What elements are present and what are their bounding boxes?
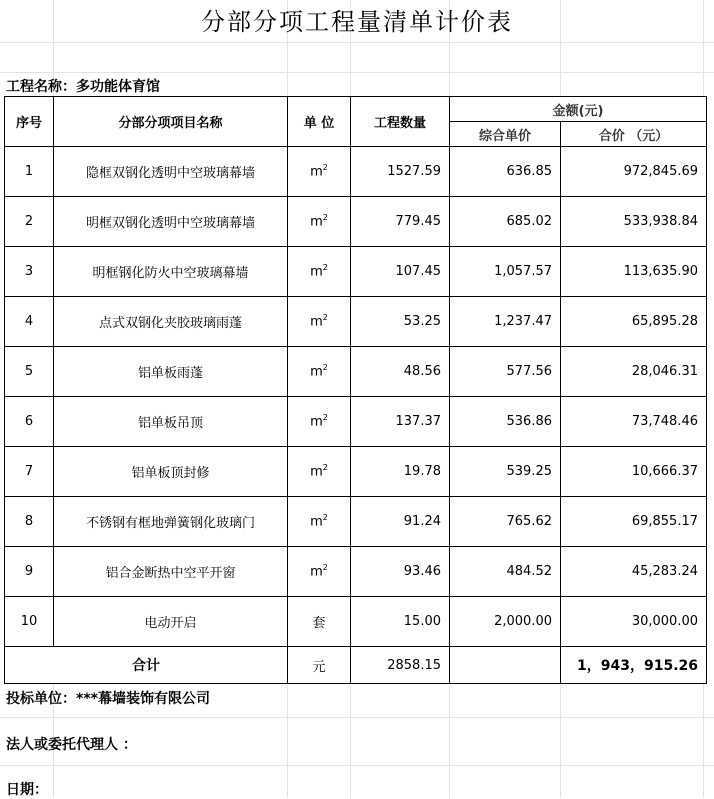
row-item-name: 铝合金断热中空平开窗 xyxy=(54,547,288,597)
table-row xyxy=(5,497,707,547)
row-no: 10 xyxy=(5,597,54,647)
row-quantity: 53.25 xyxy=(351,297,450,347)
row-quantity: 137.37 xyxy=(351,397,450,447)
row-unit xyxy=(288,147,351,197)
row-unit-price: 536.86 xyxy=(450,397,561,447)
row-total-price: 972,845.69 xyxy=(561,147,707,197)
row-item-name: 明框钢化防火中空玻璃幕墙 xyxy=(54,247,288,297)
unit-text: m xyxy=(310,214,323,230)
agent-line: 法人或委托代理人 ： xyxy=(6,737,137,753)
row-item-name: 电动开启 xyxy=(54,597,288,647)
unit-text: m xyxy=(310,314,323,330)
table-row xyxy=(5,197,707,247)
row-unit-price: 685.02 xyxy=(450,197,561,247)
row-quantity: 779.45 xyxy=(351,197,450,247)
row-item-name: 隐框双钢化透明中空玻璃幕墙 xyxy=(54,147,288,197)
unit-superscript: 2 xyxy=(322,463,328,473)
row-item-name: 点式双钢化夹胶玻璃雨蓬 xyxy=(54,297,288,347)
row-item-name: 铝单板雨蓬 xyxy=(54,347,288,397)
table-row xyxy=(5,597,707,647)
row-unit-price: 484.52 xyxy=(450,547,561,597)
row-unit-price: 636.85 xyxy=(450,147,561,197)
table-row xyxy=(5,547,707,597)
row-total-price: 69,855.17 xyxy=(561,497,707,547)
header-item-name: 分部分项项目名称 xyxy=(54,97,288,147)
row-no: 8 xyxy=(5,497,54,547)
row-total-price: 10,666.37 xyxy=(561,447,707,497)
row-total-price: 73,748.46 xyxy=(561,397,707,447)
row-no: 5 xyxy=(5,347,54,397)
row-no: 2 xyxy=(5,197,54,247)
unit-superscript: 2 xyxy=(322,263,328,273)
row-total-price: 533,938.84 xyxy=(561,197,707,247)
row-no: 3 xyxy=(5,247,54,297)
row-unit-price: 577.56 xyxy=(450,347,561,397)
row-no: 1 xyxy=(5,147,54,197)
row-unit xyxy=(288,597,351,647)
row-no: 9 xyxy=(5,547,54,597)
gridline xyxy=(0,42,714,43)
row-quantity: 1527.59 xyxy=(351,147,450,197)
row-unit-price: 765.62 xyxy=(450,497,561,547)
row-unit-price: 539.25 xyxy=(450,447,561,497)
header-total-price: 合价 （元） xyxy=(561,122,707,147)
row-unit xyxy=(288,547,351,597)
unit-text: m xyxy=(310,414,323,430)
row-quantity: 93.46 xyxy=(351,547,450,597)
row-quantity: 107.45 xyxy=(351,247,450,297)
row-total-price: 28,046.31 xyxy=(561,347,707,397)
row-item-name: 不锈钢有框地弹簧钢化玻璃门 xyxy=(54,497,288,547)
table-row xyxy=(5,447,707,497)
unit-text: m xyxy=(310,464,323,480)
row-quantity: 48.56 xyxy=(351,347,450,397)
row-unit-price: 1,057.57 xyxy=(450,247,561,297)
row-total-price: 113,635.90 xyxy=(561,247,707,297)
row-item-name: 铝单板吊顶 xyxy=(54,397,288,447)
total-label: 合计 xyxy=(5,647,288,684)
unit-superscript: 2 xyxy=(322,163,328,173)
unit-superscript: 2 xyxy=(322,563,328,573)
table-header-row xyxy=(5,97,707,122)
row-unit xyxy=(288,447,351,497)
table-total-row xyxy=(5,647,707,684)
gridline xyxy=(0,717,714,718)
unit-text: m xyxy=(310,564,323,580)
row-unit-price: 2,000.00 xyxy=(450,597,561,647)
table-row xyxy=(5,397,707,447)
header-unit-price: 综合单价 xyxy=(450,122,561,147)
row-unit xyxy=(288,397,351,447)
bidder-line xyxy=(6,688,210,708)
page-title: 分部分项工程量清单计价表 xyxy=(201,8,513,36)
gridline xyxy=(0,72,714,73)
gridline xyxy=(0,765,714,766)
header-unit: 单 位 xyxy=(288,97,351,147)
row-unit-price: 1,237.47 xyxy=(450,297,561,347)
row-quantity: 91.24 xyxy=(351,497,450,547)
row-quantity: 19.78 xyxy=(351,447,450,497)
unit-text: 套 xyxy=(312,616,326,631)
row-quantity: 15.00 xyxy=(351,597,450,647)
table-row xyxy=(5,347,707,397)
unit-text: m xyxy=(310,514,323,530)
unit-superscript: 2 xyxy=(322,363,328,373)
total-quantity: 2858.15 xyxy=(351,647,450,684)
unit-text: m xyxy=(310,264,323,280)
row-unit xyxy=(288,297,351,347)
row-no: 7 xyxy=(5,447,54,497)
table-row xyxy=(5,147,707,197)
row-no: 6 xyxy=(5,397,54,447)
unit-superscript: 2 xyxy=(322,413,328,423)
table-body xyxy=(5,147,707,647)
header-no: 序号 xyxy=(5,97,54,147)
unit-superscript: 2 xyxy=(322,213,328,223)
row-unit xyxy=(288,197,351,247)
unit-text: m xyxy=(310,364,323,380)
total-amount: 1，943，915.26 xyxy=(561,647,707,684)
header-quantity: 工程数量 xyxy=(351,97,450,147)
row-total-price: 30,000.00 xyxy=(561,597,707,647)
table-row xyxy=(5,247,707,297)
project-name: 多功能体育馆 xyxy=(76,79,160,95)
total-unit-price-empty xyxy=(450,647,561,684)
row-item-name: 明框双钢化透明中空玻璃幕墙 xyxy=(54,197,288,247)
row-total-price: 45,283.24 xyxy=(561,547,707,597)
bidder-label: 投标单位： xyxy=(6,691,76,707)
project-name-line xyxy=(6,76,160,96)
unit-text: m xyxy=(310,164,323,180)
bill-of-quantities-table xyxy=(4,96,707,684)
row-item-name: 铝单板顶封修 xyxy=(54,447,288,497)
header-amount-group: 金额(元) xyxy=(450,97,707,122)
bidder-name: ***幕墙装饰有限公司 xyxy=(76,691,210,707)
unit-superscript: 2 xyxy=(322,513,328,523)
row-no: 4 xyxy=(5,297,54,347)
total-unit: 元 xyxy=(288,647,351,684)
row-unit xyxy=(288,497,351,547)
table-row xyxy=(5,297,707,347)
project-label: 工程名称： xyxy=(6,79,76,95)
date-line: 日期： xyxy=(6,782,48,798)
row-total-price: 65,895.28 xyxy=(561,297,707,347)
unit-superscript: 2 xyxy=(322,313,328,323)
row-unit xyxy=(288,347,351,397)
row-unit xyxy=(288,247,351,297)
